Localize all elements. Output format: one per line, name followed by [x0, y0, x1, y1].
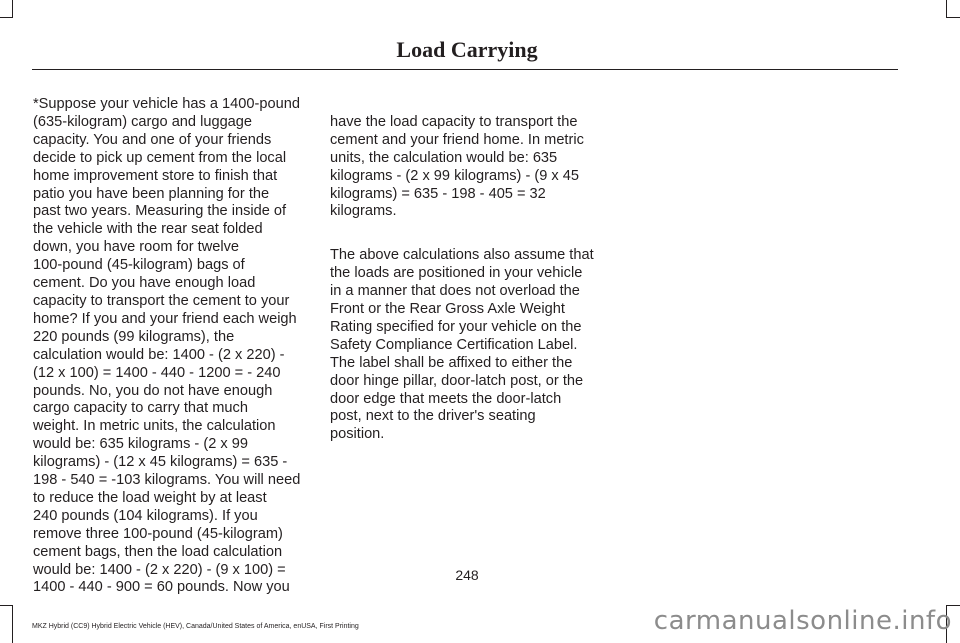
site-watermark: carmanualsonline.info: [653, 606, 952, 636]
page-title: Load Carrying: [396, 37, 538, 62]
right-column: [330, 96, 606, 470]
page-number: 248: [455, 567, 479, 583]
edition-footer: MKZ Hybrid (CC9) Hybrid Electric Vehicle (HEV), Canada/United States of America, enUSA, First Printing: [32, 623, 359, 630]
crop-mark-top-right-vertical: [946, 0, 947, 18]
crop-mark-bottom-left-horizontal: [0, 605, 13, 606]
crop-mark-top-left-horizontal: [0, 17, 13, 18]
crop-mark-bottom-left-vertical: [12, 605, 13, 643]
right-column-paragraph-2: The above calculations also assume that the loads are positioned in your vehicle in a manner that does not overload the Front or the Rear Gross Axle Weight Rating specified for your vehicle on the Safety Compliance Certification Label. The label shall be affixed to either the door hinge pillar, door-latch post, or the door edge that meets the door-latch post, next to the driver's seating position.: [330, 247, 594, 443]
left-column-text: *Suppose your vehicle has a 1400-pound (635-kilogram) cargo and luggage capacity. You and one of your friends decide to pick up cement from the local home improvement store to finish that patio you have been planning for the past two years. Measuring the inside of the vehicle with the rear seat folded down, you have room for twelve 100-pound (45-kilogram) bags of cement. Do you have enough load capacity to transport the cement to your home? If you and your friend each weigh 220 pounds (99 kilograms), the calculation would be: 1400 - (2 x 220) - (12 x 100) = 1400 - 440 - 1200 = - 240 pounds. No, you do not have enough cargo capacity to carry that much weight. In metric units, the calculation would be: 635 kilograms - (2 x 99 kilograms) - (12 x 45 kilograms) = 635 - 198 - 540 = -103 kilograms. You will need to reduce the load weight by at least 240 pounds (104 kilograms). If you remove three 100-pound (45-kilogram) cement bags, then the load calculation would be: 1400 - (2 x 220) - (9 x 100) = 1400 - 440 - 900 = 60 pounds. Now you: [33, 96, 301, 596]
crop-mark-top-right-horizontal: [946, 17, 960, 18]
header-divider: [32, 69, 898, 70]
right-column-paragraph-1: have the load capacity to transport the cement and your friend home. In metric units, the calculation would be: 635 kilograms - (2 x 99 kilograms) - (9 x 45 kilograms) = 635 - 198 - 405 = 32 kilograms.: [330, 113, 584, 220]
crop-mark-top-left-vertical: [12, 0, 13, 18]
